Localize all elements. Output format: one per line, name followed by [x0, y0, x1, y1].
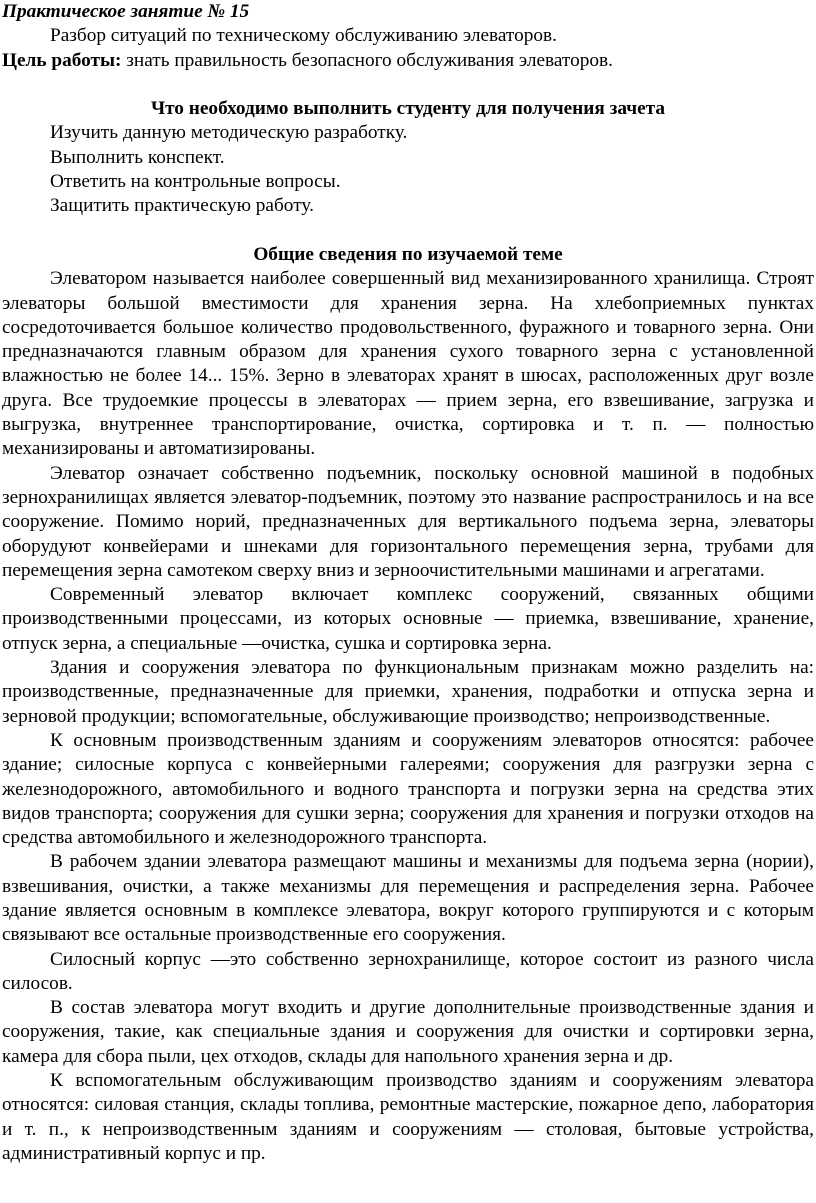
tasks-heading: Что необходимо выполнить студенту для получения зачета — [150, 98, 666, 120]
task-item: Защитить практическую работу. — [50, 195, 314, 217]
goal-label: Цель работы: — [2, 49, 122, 71]
body-paragraph: Здания и сооружения элеватора по функциональным признакам можно разделить на: производственные, предназначенные для приемки, хранения, подработки и отпуска зерна и зерновой продукции; вспомогательные, обслуживающие производство; непроизводственные. — [2, 657, 814, 727]
task-item: Выполнить конспект. — [50, 146, 225, 168]
body-paragraph: Элеватор означает собственно подъемник, поскольку основной машиной в подобных зернохранилищах является элеватор-подъемник, поэтому это название распространилось и на все сооружение. Помимо норий, предназначенных для вертикального подъема зерна, элеваторы оборудуют конвейерами и шнеками для горизонтального перемещения зерна, трубами для перемещения зерна самотеком сверху вниз и зерноочистительными машинами и агрегатами. — [2, 462, 814, 581]
body-paragraph: В состав элеватора могут входить и другие дополнительные производственные здания и сооружения, такие, как специальные здания и сооружения для очистки и сортировки зерна, камера для сбора пыли, цех отходов, склады для напольного хранения зерна и др. — [2, 997, 814, 1067]
body-paragraph: В рабочем здании элеватора размещают машины и механизмы для подъема зерна (нории), взвешивания, очистки, а также механизмы для перемещения и распределения зерна. Рабочее здание является основным в комплексе элеватора, вокруг которого группируются и с которым связывают все остальные производственные его сооружения. — [2, 851, 814, 946]
spacer — [2, 219, 814, 243]
task-item: Изучить данную методическую разработку. — [50, 122, 408, 144]
body-paragraph: Современный элеватор включает комплекс сооружений, связанных общими производственными процессами, из которых основные — приемка, взвешивание, хранение, отпуск зерна, а специальные —очистка, сушка и сортировка зерна. — [2, 584, 814, 654]
lesson-goal — [2, 49, 814, 73]
body-paragraph: К вспомогательным обслуживающим производство зданиям и сооружениям элеватора относятся: силовая станция, склады топлива, ремонтные мастерские, пожарное депо, лаборатория и т. п., к непроизводственным зданиям и сооружениям — столовая, бытовые устройства, административный корпус и пр. — [2, 1070, 814, 1164]
body-paragraph: К основным производственным зданиям и сооружениям элеваторов относятся: рабочее здание; силосные корпуса с конвейерными галереями; сооружения для разгрузки зерна с железнодорожного, автомобильного и водного транспорта и погрузки зерна на средства этих видов транспорта; сооружения для сушки зерна; сооружения для хранения и погрузки отходов на средства автомобильного и железнодорожного транспорта. — [2, 729, 814, 849]
page-title: Практическое занятие № 15 — [2, 1, 250, 22]
body-paragraph: Силосный корпус —это собственно зернохранилище, которое состоит из разного числа силосов. — [2, 948, 814, 994]
general-heading: Общие сведения по изучаемой теме — [253, 243, 563, 265]
body-paragraph: Элеватором называется наиболее совершенный вид механизированного хранилища. Строят элеваторы большой вместимости для хранения зерна. На хлебоприемных пунктах сосредоточивается большое количество продовольственного, фуражного и товарного зерна. Они предназначаются главным образом для хранения сухого товарного зерна с установленной влажностью не более 14... 15%. Зерно в элеваторах хранят в шюсах, расположенных друг возле друга. Все трудоемкие процессы в элеваторах — прием зерна, его взвешивание, загрузка и выгрузка, внутреннее транспортирование, очистка, сортировка и т. п. — полностью механизированы и автоматизированы. — [2, 268, 814, 460]
task-item: Ответить на контрольные вопросы. — [50, 171, 341, 193]
spacer — [2, 73, 814, 97]
lesson-topic: Разбор ситуаций по техническому обслуживанию элеваторов. — [50, 25, 557, 47]
goal-text: знать правильность безопасного обслуживания элеваторов. — [121, 49, 613, 71]
